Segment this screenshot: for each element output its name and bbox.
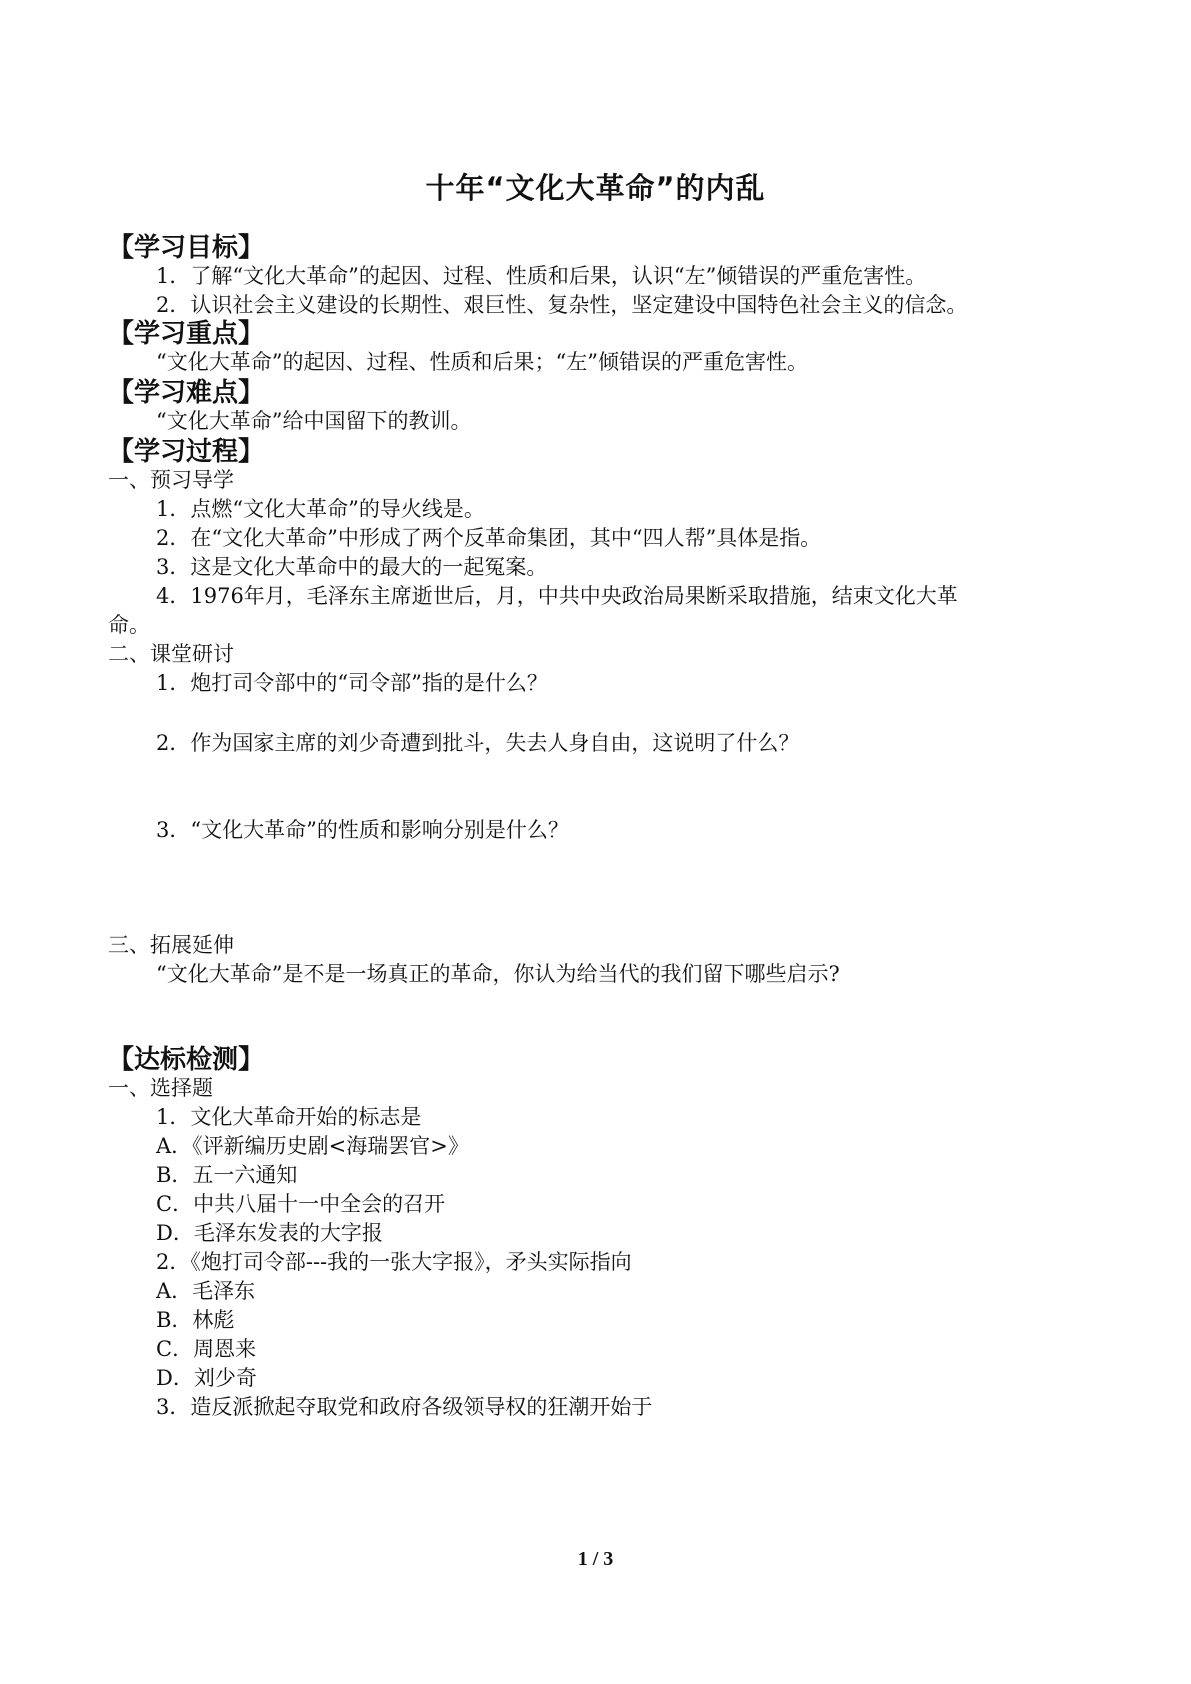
question-option: C．中共八届十一中全会的召开 (156, 1192, 446, 1216)
question-option: C．周恩来 (156, 1337, 257, 1361)
preview-item: 3．这是文化大革命中的最大的一起冤案。 (156, 555, 548, 579)
question-option: B．五一六通知 (156, 1163, 298, 1187)
choice-section-label: 一、选择题 (108, 1076, 213, 1100)
preview-item-continuation: 命。 (108, 613, 150, 637)
discussion-question: 3．“文化大革命”的性质和影响分别是什么？ (156, 818, 569, 842)
question-stem: 2．《炮打司令部---我的一张大字报》，矛头实际指向 (156, 1250, 632, 1274)
difficulties-text: “文化大革命”给中国留下的教训。 (156, 409, 472, 433)
key-points-text: “文化大革命”的起因、过程、性质和后果；“左”倾错误的严重危害性。 (156, 350, 808, 374)
subsection-label-extension: 三、拓展延伸 (108, 933, 234, 957)
question-option: A．《评新编历史剧<海瑞罢官>》 (156, 1134, 469, 1158)
section-heading-key-points: 【学习重点】 (108, 319, 265, 349)
preview-item: 1．点燃“文化大革命”的导火线是。 (156, 497, 485, 521)
subsection-label-preview: 一、预习导学 (108, 468, 234, 492)
preview-item: 4．1976年月，毛泽东主席逝世后，月，中共中央政治局果断采取措施，结束文化大革 (156, 584, 958, 608)
section-heading-assessment: 【达标检测】 (108, 1045, 265, 1075)
question-stem: 3．造反派掀起夺取党和政府各级领导权的狂潮开始于 (156, 1395, 653, 1419)
objective-item: 2．认识社会主义建设的长期性、艰巨性、复杂性，坚定建设中国特色社会主义的信念。 (156, 293, 968, 317)
section-heading-objectives: 【学习目标】 (108, 233, 265, 263)
preview-item: 2．在“文化大革命”中形成了两个反革命集团，其中“四人帮”具体是指。 (156, 526, 822, 550)
extension-text: “文化大革命”是不是一场真正的革命，你认为给当代的我们留下哪些启示? (156, 962, 840, 986)
question-option: A．毛泽东 (156, 1279, 256, 1303)
section-heading-process: 【学习过程】 (108, 437, 265, 467)
discussion-question: 1．炮打司令部中的“司令部”指的是什么？ (156, 671, 548, 695)
question-option: D．刘少奇 (156, 1366, 257, 1390)
question-option: D．毛泽东发表的大字报 (156, 1221, 383, 1245)
document-title: 十年“文化大革命”的内乱 (425, 171, 766, 205)
subsection-label-discussion: 二、课堂研讨 (108, 642, 234, 666)
page-indicator: 1 / 3 (577, 1548, 614, 1570)
objective-item: 1．了解“文化大革命”的起因、过程、性质和后果，认识“左”倾错误的严重危害性。 (156, 264, 927, 288)
question-stem: 1．文化大革命开始的标志是 (156, 1105, 422, 1129)
question-option: B．林彪 (156, 1308, 235, 1332)
section-heading-difficulties: 【学习难点】 (108, 378, 265, 408)
discussion-question: 2．作为国家主席的刘少奇遭到批斗，失去人身自由，这说明了什么？ (156, 731, 800, 755)
